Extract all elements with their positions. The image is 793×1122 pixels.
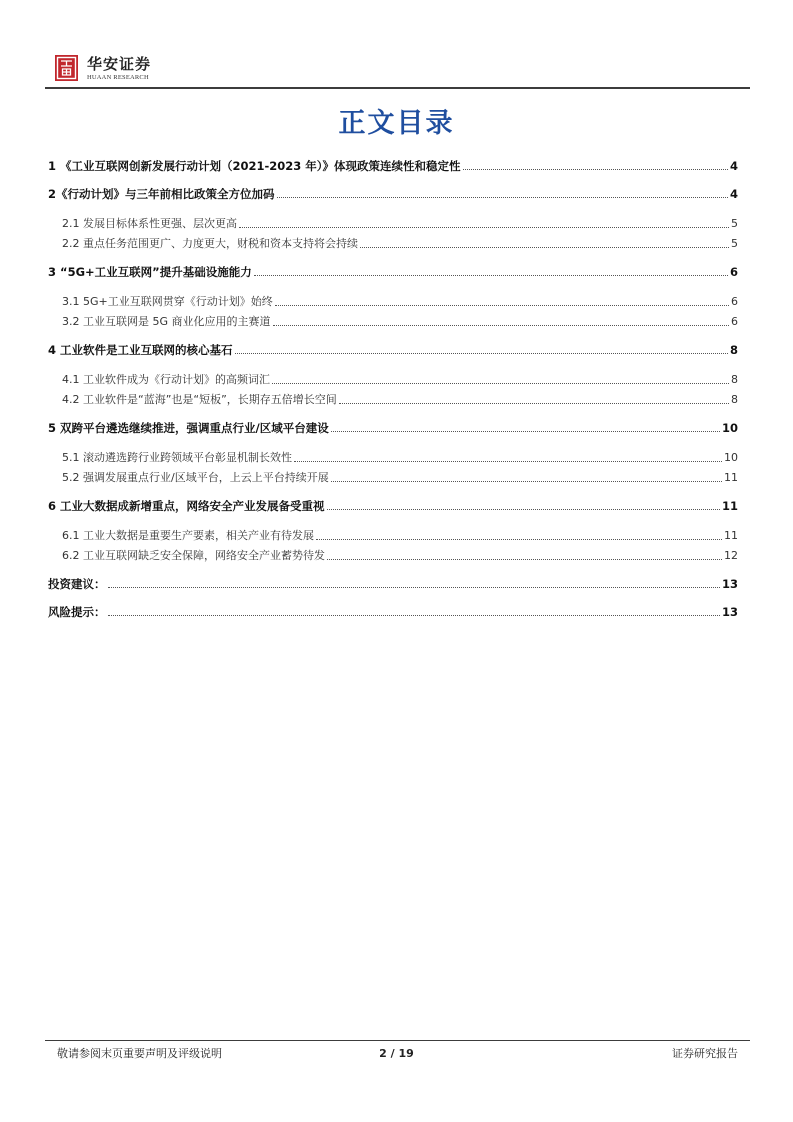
toc-leader-dots [272,383,729,384]
toc-entry-subsection[interactable] [48,448,738,468]
footer-report-type: 证券研究报告 [672,1047,738,1060]
toc-leader-dots [254,275,728,276]
toc-leader-dots [331,431,720,432]
toc-entry-page-number: 4 [729,159,738,173]
toc-entry-page-number: 10 [721,421,738,435]
toc-entry-label: 3.2 工业互联网是 5G 商业化应用的主赛道 [62,315,271,328]
toc-entry-page-number: 11 [724,529,738,542]
toc-leader-dots [235,353,728,354]
page-title: 正文目录 [338,108,455,139]
toc-leader-dots [327,509,720,510]
toc-leader-dots [108,615,720,616]
toc-entry-label: 3.1 5G+工业互联网贯穿《行动计划》始终 [62,295,273,308]
toc-entry-subsection[interactable] [48,546,738,566]
toc-entry-subsection[interactable] [48,312,738,332]
toc-entry-section[interactable] [48,602,738,622]
seal-logo-icon [55,55,78,81]
footer-disclaimer: 敬请参阅末页重要声明及评级说明 [57,1047,222,1060]
toc-entry-page-number: 13 [721,577,738,591]
toc-entry-page-number: 8 [729,343,738,357]
toc-entry-label: 5.1 滚动遴选跨行业跨领域平台彰显机制长效性 [62,451,292,464]
company-logo [55,55,165,85]
toc-leader-dots [275,305,729,306]
toc-entry-label: 2《行动计划》与三年前相比政策全方位加码 [48,187,275,201]
toc-entry-label: 4.2 工业软件是“蓝海”也是“短板”，长期存五倍增长空间 [62,393,337,406]
toc-leader-dots [277,197,728,198]
toc-entry-section[interactable] [48,262,738,282]
toc-entry-label: 投资建议： [48,577,106,591]
logo-wordmark: 华安证券 [87,55,152,73]
toc-entry-section[interactable] [48,184,738,204]
toc-entry-subsection[interactable] [48,214,738,234]
toc-entry-page-number: 8 [731,393,738,406]
page-number: 2 / 19 [379,1047,414,1060]
toc-entry-label: 4.1 工业软件成为《行动计划》的高频词汇 [62,373,270,386]
toc-entry-page-number: 5 [731,237,738,250]
toc-entry-page-number: 5 [731,217,738,230]
toc-entry-label: 4 工业软件是工业互联网的核心基石 [48,343,233,357]
toc-leader-dots [339,403,729,404]
toc-entry-page-number: 11 [724,471,738,484]
toc-entry-subsection[interactable] [48,292,738,312]
toc-entry-subsection[interactable] [48,526,738,546]
toc-entry-page-number: 4 [729,187,738,201]
toc-leader-dots [316,539,722,540]
toc-entry-label: 5.2 强调发展重点行业/区域平台，上云上平台持续开展 [62,471,329,484]
toc-entry-page-number: 6 [729,265,738,279]
toc-leader-dots [327,559,722,560]
toc-entry-page-number: 8 [731,373,738,386]
toc-entry-subsection[interactable] [48,390,738,410]
toc-entry-label: 5 双跨平台遴选继续推进，强调重点行业/区域平台建设 [48,421,329,435]
toc-entry-label: 2.1 发展目标体系性更强、层次更高 [62,217,237,230]
toc-entry-page-number: 10 [724,451,738,464]
toc-entry-subsection[interactable] [48,370,738,390]
toc-entry-subsection[interactable] [48,234,738,254]
header-divider [45,87,750,89]
toc-leader-dots [463,169,728,170]
toc-entry-label: 6 工业大数据成新增重点，网络安全产业发展备受重视 [48,499,325,513]
toc-leader-dots [360,247,729,248]
table-of-contents [48,148,738,622]
toc-leader-dots [273,325,729,326]
logo-subtitle: HUAAN RESEARCH [87,74,149,81]
toc-entry-page-number: 6 [731,295,738,308]
toc-entry-page-number: 12 [724,549,738,562]
toc-entry-subsection[interactable] [48,468,738,488]
toc-entry-label: 风险提示： [48,605,106,619]
toc-entry-label: 1 《工业互联网创新发展行动计划（2021-2023 年）》体现政策连续性和稳定性 [48,159,461,173]
footer-divider [45,1040,750,1041]
toc-entry-label: 2.2 重点任务范围更广、力度更大，财税和资本支持将会持续 [62,237,358,250]
toc-entry-label: 6.2 工业互联网缺乏安全保障，网络安全产业蓄势待发 [62,549,325,562]
toc-leader-dots [239,227,729,228]
toc-entry-section[interactable] [48,156,738,176]
toc-leader-dots [108,587,720,588]
toc-entry-section[interactable] [48,340,738,360]
toc-entry-label: 3 “5G+工业互联网”提升基础设施能力 [48,265,252,279]
toc-entry-section[interactable] [48,574,738,594]
toc-leader-dots [331,481,722,482]
toc-leader-dots [294,461,722,462]
toc-entry-section[interactable] [48,496,738,516]
toc-entry-page-number: 11 [721,499,738,513]
toc-entry-page-number: 13 [721,605,738,619]
toc-entry-section[interactable] [48,418,738,438]
toc-entry-label: 6.1 工业大数据是重要生产要素，相关产业有待发展 [62,529,314,542]
toc-entry-page-number: 6 [731,315,738,328]
